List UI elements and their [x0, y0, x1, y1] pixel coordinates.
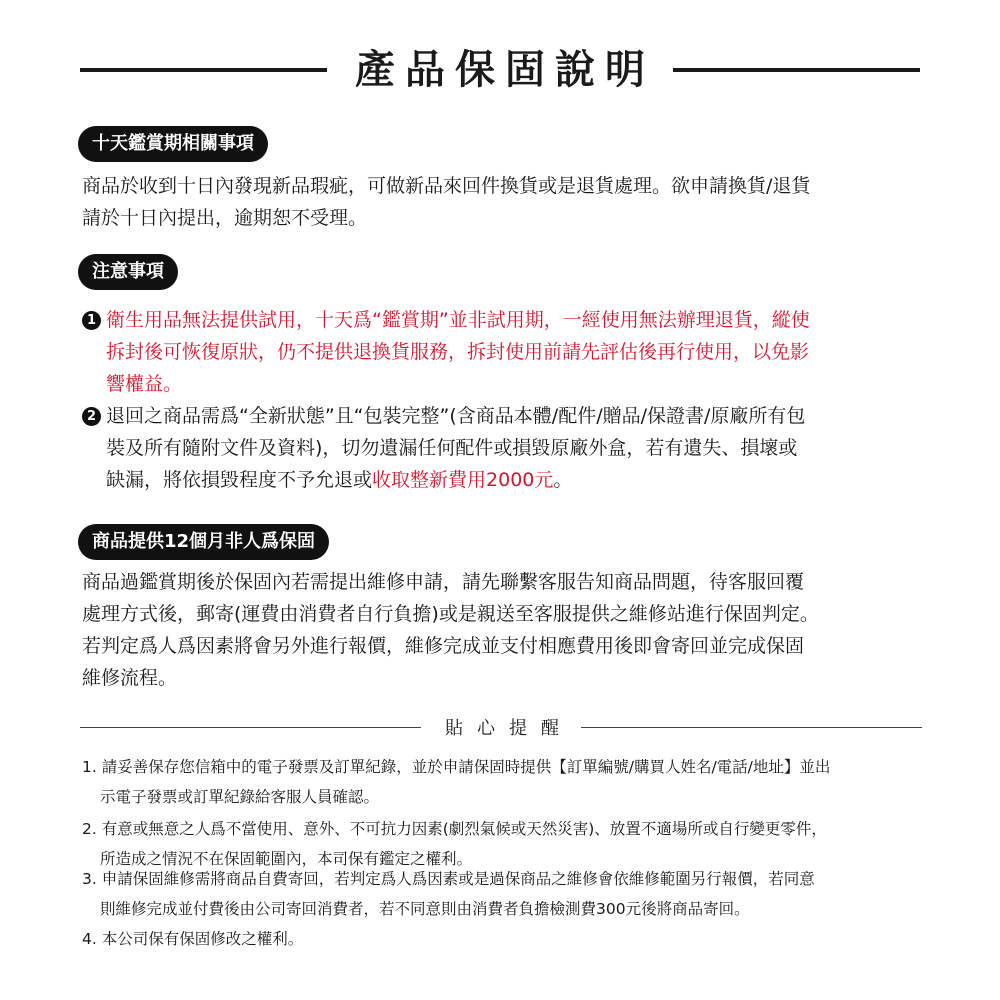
paragraph-line: 維修流程。 — [82, 667, 178, 689]
notice-item-1-line: 拆封後可恢復原狀，仍不提供退換貨服務，拆封使用前請先評估後再行使用，以免影 — [106, 341, 810, 363]
section-label-warranty: 商品提供12個月非人爲保固 — [78, 524, 329, 560]
number-1-badge: 1 — [82, 311, 101, 330]
notice-item-2-line: 缺漏，將依損毀程度不予允退或收取整新費用2000元。 — [106, 469, 573, 491]
warranty-paragraph — [82, 566, 932, 694]
tip-line: 示電子發票或訂單紀錄給客服人員確認。 — [100, 788, 380, 806]
tip-item-1 — [82, 752, 942, 812]
paragraph-line: 商品於收到十日內發現新品瑕疵，可做新品來回件換貨或是退貨處理。欲申請換貨/退貨 — [82, 175, 811, 197]
tip-line: 2. 有意或無意之人爲不當使用、意外、不可抗力因素(劇烈氣候或天然災害)、放置不適場所或自行變更零件， — [82, 820, 827, 838]
paragraph-line: 商品過鑑賞期後於保固內若需提出維修申請，請先聯繫客服告知商品問題，待客服回覆 — [82, 571, 805, 593]
tips-left-rule — [80, 727, 421, 728]
section-label-notice: 注意事項 — [78, 254, 178, 290]
title-row — [80, 40, 920, 100]
number-2-badge: 2 — [82, 407, 101, 426]
tip-item-3 — [82, 864, 942, 924]
notice-item-2 — [82, 400, 942, 496]
notice-item-1-line: 1 衛生用品無法提供試用，十天爲“鑑賞期”並非試用期，一經使用無法辦理退貨，縱使 — [82, 304, 942, 336]
notice-item-1-line: 響權益。 — [106, 373, 183, 395]
paragraph-line: 若判定爲人爲因素將會另外進行報價，維修完成並支付相應費用後即會寄回並完成保固 — [82, 635, 805, 657]
page-title: 產品保固說明 — [355, 47, 655, 93]
title-left-rule — [80, 68, 327, 72]
tip-line: 1. 請妥善保存您信箱中的電子發票及訂單紀錄，並於申請保固時提供【訂單編號/購買人姓名/電話/地址】並出 — [82, 758, 831, 776]
paragraph-line: 請於十日內提出，逾期恕不受理。 — [82, 207, 368, 229]
notice-item-2-line: 2 退回之商品需爲“全新狀態”且“包裝完整”(含商品本體/配件/贈品/保證書/原廠所有包 — [82, 400, 942, 432]
tip-line: 4. 本公司保有保固修改之權利。 — [82, 930, 304, 948]
tip-line: 3. 申請保固維修需將商品自費寄回，若判定爲人爲因素或是過保商品之維修會依維修範圍另行報價，若同意 — [82, 870, 815, 888]
tip-item-4 — [82, 924, 942, 954]
title-right-rule — [673, 68, 920, 72]
paragraph-line: 處理方式後，郵寄(運費由消費者自行負擔)或是親送至客服提供之維修站進行保固判定。 — [82, 603, 819, 625]
tips-heading-row — [80, 712, 922, 742]
section-label-ten-day: 十天鑑賞期相關事項 — [78, 126, 268, 162]
notice-item-1 — [82, 304, 942, 400]
refurbish-fee-highlight: 收取整新費用2000元 — [372, 469, 554, 491]
tips-right-rule — [581, 727, 922, 728]
tips-heading: 貼心提醒 — [445, 718, 573, 739]
tip-line: 則維修完成並付費後由公司寄回消費者，若不同意則由消費者負擔檢測費300元後將商品寄回。 — [100, 900, 750, 918]
ten-day-paragraph — [82, 170, 932, 234]
notice-item-2-line: 裝及所有隨附文件及資料)，切勿遺漏任何配件或損毀原廠外盒，若有遺失、損壞或 — [106, 437, 798, 459]
tip-line: 所造成之情況不在保固範圍內，本司保有鑑定之權利。 — [100, 850, 473, 868]
